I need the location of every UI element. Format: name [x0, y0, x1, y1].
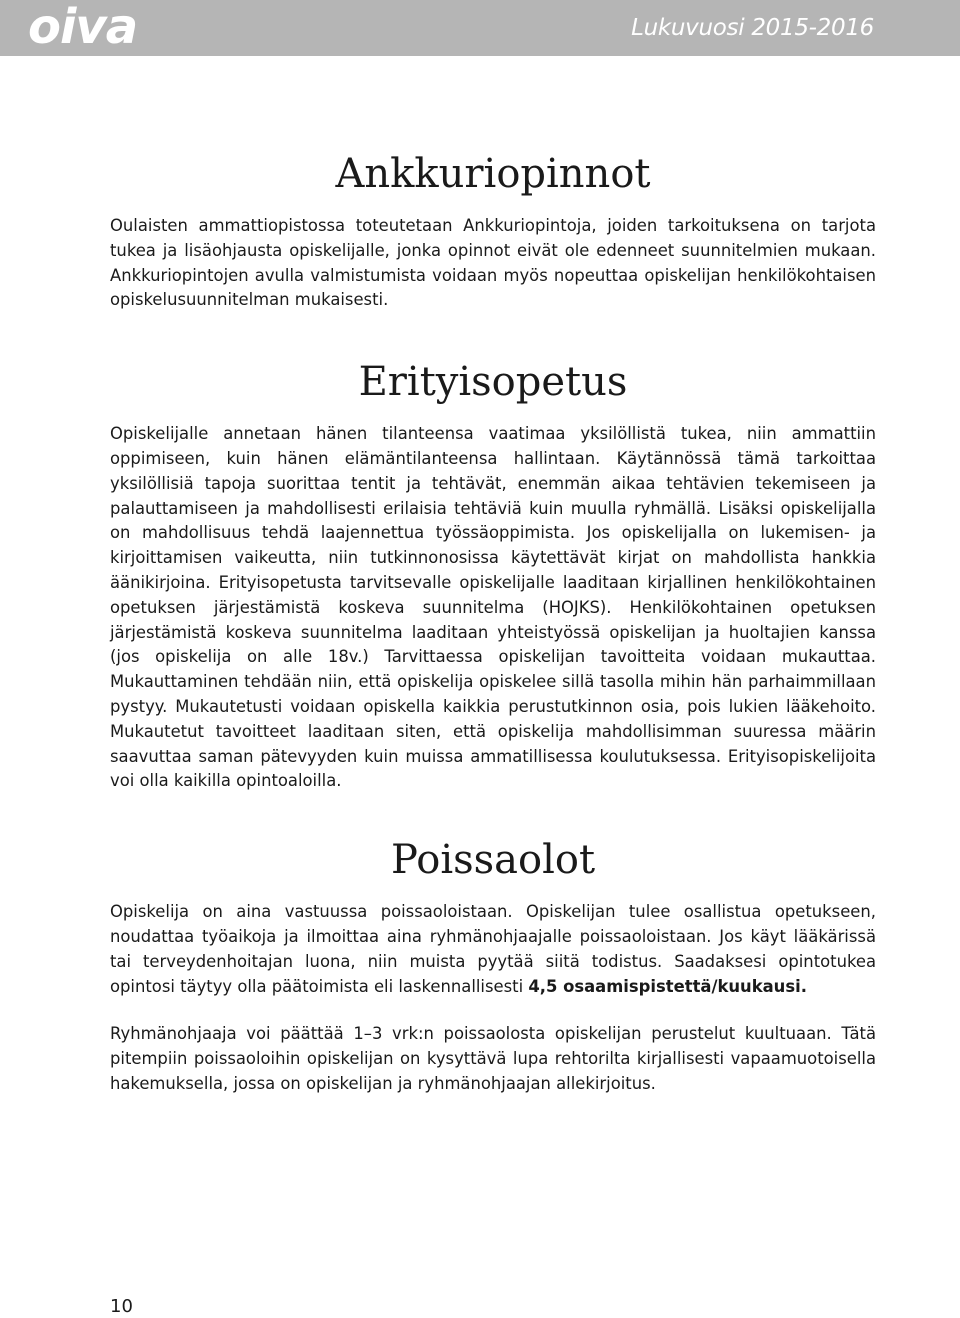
logo: oiva — [28, 0, 138, 55]
paragraph-poissaolot-2: Ryhmänohjaaja voi päättää 1–3 vrk:n poissaolosta opiskelijan perustelut kuultuaan. Tätä pitempiin poissaoloihin opiskelijan on kysyttävä lupa rehtorilta kirjallisesti vapaamuotoisella hakemuksella, jossa on opiskelijan ja ryhmänohjaajan allekirjoitus. — [110, 1024, 876, 1093]
section-title-poissaolot: Poissaolot — [390, 837, 596, 884]
section-title-ankkuriopinnot: Ankkuriopinnot — [335, 151, 651, 197]
paragraph-erityisopetus: Opiskelijalle annetaan hänen tilanteensa vaatimaa yksilöllistä tukea, niin ammattiin oppimiseen, kuin hänen elämäntilanteensa hallintaan. Käytännössä tämä tarkoittaa yksilöllisiä tapoja suorittaa tentit ja tehtävät, enemmän aikaa tehtävien tekemiseen ja palauttamiseen ja mahdollisesti erilaisia tehtäviä kuin muulla ryhmällä. Lisäksi opiskelijalla on mahdollisuus tehdä laajennettua työssäoppimista. Jos opiskelijalla on lukemisen- ja kirjoittamisen vaikeutta, niin tutkinnonosissa käytettävät kirjat on mahdollista hankkia äänikirjoina. Erityisopetusta tarvitsevalle opiskelijalle laaditaan kirjallinen henkilökohtainen opetuksen järjestämistä koskeva suunnitelma (HOJKS). Henkilökohtainen opetuksen järjestämistä koskeva suunnitelma laaditaan yhteistyössä opiskelijan ja huoltajien kanssa (jos opiskelija on alle 18v.) Tarvittaessa opiskelijan tavoitteita voidaan mukauttaa. Mukauttaminen tehdään niin, että opiskelija opiskelee sillä tasolla mihin hän parhaimmillaan pystyy. Mukautetusti voidaan opiskella kaikkia perustutkinnon osia, pois lukien lääkehoito. Mukautetut tavoitteet laaditaan siten, että opiskelija mahdollisimman suuressa määrin saavuttaa saman pätevyyden kuin muissa ammatillisessa koulutuksessa. Erityisopiskelijoita voi olla kaikilla opintoaloilla. — [110, 424, 876, 791]
school-year: Lukuvuosi 2015-2016 — [631, 15, 874, 41]
paragraph-poissaolot-1-text: Opiskelija on aina vastuussa poissaoloistaan. Opiskelijan tulee osallistua opetukseen, noudattaa työaikoja ja ilmoittaa aina ryhmänohjaajalle poissaoloistaan. Jos käyt lääkärissä tai terveydenhoitajan luona, niin muista pyytää siitä todistus. Saadaksesi opintotukea opintosi täytyy olla päätoimista eli laskennallisesti — [110, 902, 876, 996]
section-ankkuriopinnot — [110, 146, 876, 313]
page-number: 10 — [110, 1296, 133, 1317]
page-content — [110, 146, 876, 1097]
header-bar — [0, 0, 960, 56]
section-poissaolot — [110, 832, 876, 1097]
paragraph-ankkuriopinnot: Oulaisten ammattiopistossa toteutetaan Ankkuriopintoja, joiden tarkoituksena on tarjota tukea ja lisäohjausta opiskelijalle, jonka opinnot eivät ole edenneet suunnitelmien mukaan. Ankkuriopintojen avulla valmistumista voidaan myös nopeuttaa opiskelijan henkilökohtaisen opiskelusuunnitelman mukaisesti. — [110, 216, 876, 310]
study-credit-requirement: 4,5 osaamispistettä/kuukausi. — [528, 976, 807, 996]
section-erityisopetus — [110, 354, 876, 794]
section-title-erityisopetus: Erityisopetus — [358, 359, 628, 406]
paragraph-poissaolot-1 — [110, 900, 876, 999]
